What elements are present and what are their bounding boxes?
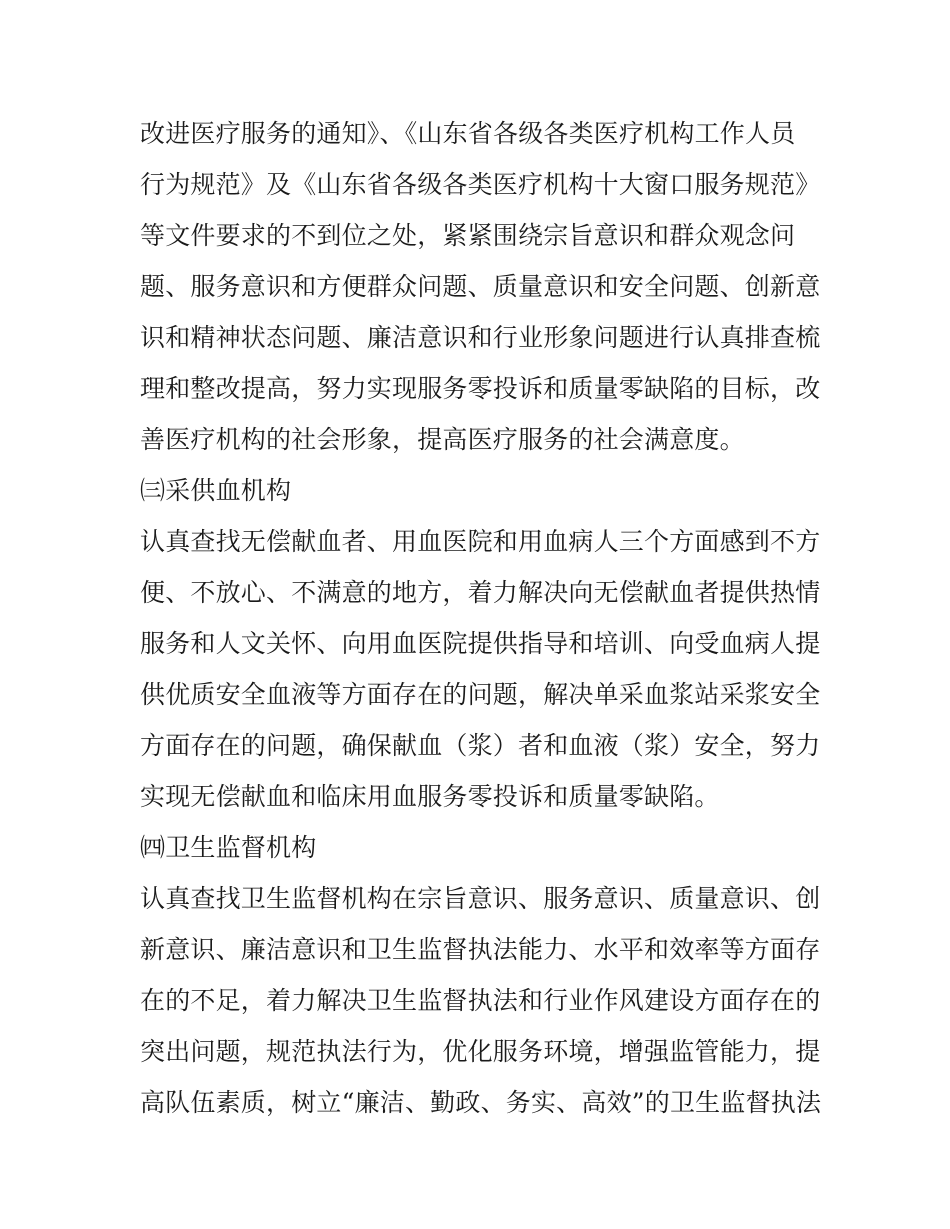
text-line: 改进医疗服务的通知》、《山东省各级各类医疗机构工作人员 bbox=[140, 119, 796, 148]
text-line: 识和精神状态问题、廉洁意识和行业形象问题进行认真排查梳 bbox=[140, 323, 821, 352]
text-line: 认真查找卫生监督机构在宗旨意识、服务意识、质量意识、创 bbox=[140, 884, 821, 913]
text-line: 等文件要求的不到位之处，紧紧围绕宗旨意识和群众观念问 bbox=[140, 221, 796, 250]
text-line: 便、不放心、不满意的地方，着力解决向无偿献血者提供热情 bbox=[140, 578, 821, 607]
section-heading: ㈢采供血机构 bbox=[140, 476, 292, 505]
text-line: 突出问题，规范执法行为，优化服务环境，增强监管能力，提 bbox=[140, 1037, 821, 1066]
text-line: 新意识、廉洁意识和卫生监督执法能力、水平和效率等方面存 bbox=[140, 935, 821, 964]
text-line: 实现无偿献血和临床用血服务零投诉和质量零缺陷。 bbox=[140, 782, 720, 811]
text-line: 服务和人文关怀、向用血医院提供指导和培训、向受血病人提 bbox=[140, 629, 821, 658]
text-line: 在的不足，着力解决卫生监督执法和行业作风建设方面存在的 bbox=[140, 986, 821, 1015]
text-line: 善医疗机构的社会形象，提高医疗服务的社会满意度。 bbox=[140, 425, 745, 454]
text-line: 方面存在的问题，确保献血（浆）者和血液（浆）安全，努力 bbox=[140, 731, 821, 760]
section-heading: ㈣卫生监督机构 bbox=[140, 833, 317, 862]
text-line: 供优质安全血液等方面存在的问题，解决单采血浆站采浆安全 bbox=[140, 680, 821, 709]
text-line: 行为规范》及《山东省各级各类医疗机构十大窗口服务规范》 bbox=[140, 170, 821, 199]
text-line: 理和整改提高，努力实现服务零投诉和质量零缺陷的目标，改 bbox=[140, 374, 821, 403]
text-line: 题、服务意识和方便群众问题、质量意识和安全问题、创新意 bbox=[140, 272, 821, 301]
document-body bbox=[140, 108, 820, 1128]
text-line: 高队伍素质，树立“廉洁、勤政、务实、高效”的卫生监督执法 bbox=[140, 1088, 822, 1117]
text-line: 认真查找无偿献血者、用血医院和用血病人三个方面感到不方 bbox=[140, 527, 821, 556]
